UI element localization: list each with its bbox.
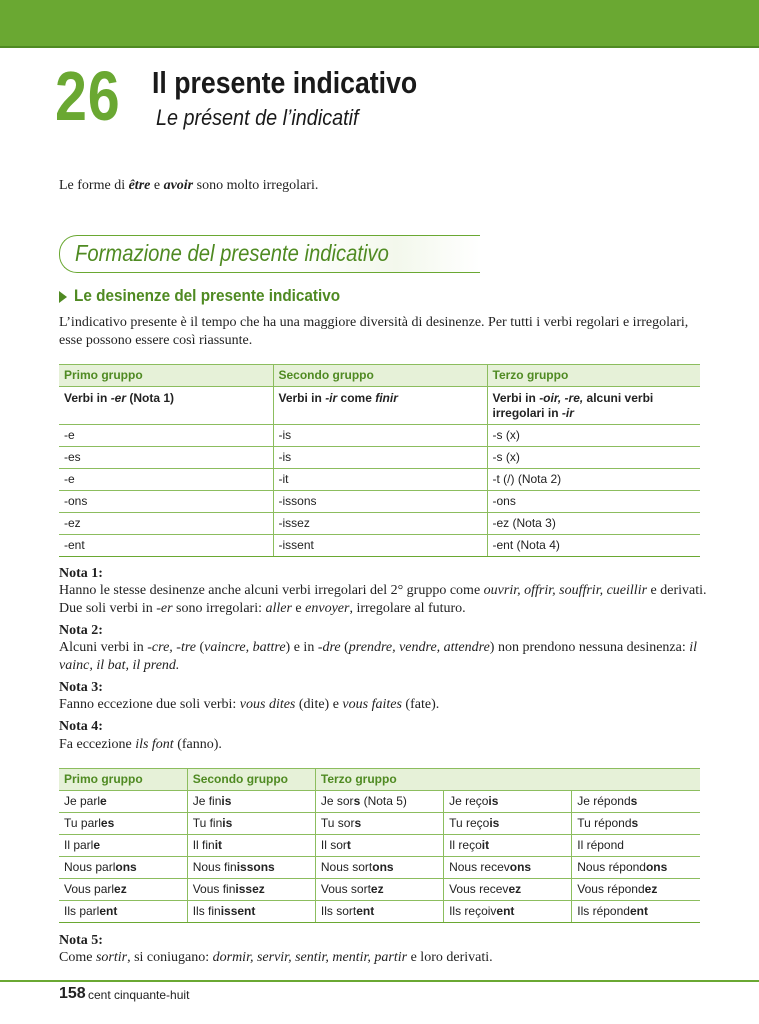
page-number: 158: [59, 985, 86, 1002]
table-row: [59, 447, 700, 469]
table-cell: Nous sortons: [315, 857, 443, 879]
table-cell: Je reçois: [444, 791, 572, 813]
table-cell: Vous finissez: [187, 879, 315, 901]
note-5-label: Nota 5:: [59, 933, 103, 948]
subsection-title: Le desinenze del presente indicativo: [74, 286, 341, 305]
subheader-second-group: Verbi in -ir come finir: [273, 387, 487, 425]
table-cell: Vous recevez: [444, 879, 572, 901]
page-number-words: cent cinquante-huit: [88, 988, 190, 1002]
top-banner: [0, 0, 759, 46]
table-cell: -ent (Nota 4): [487, 535, 700, 557]
note-3-text: Fanno eccezione due soli verbi: vous dites (dite) e vous faites (fate).: [59, 697, 440, 712]
table-cell: Ils finissent: [187, 901, 315, 923]
table-row: [59, 901, 700, 923]
table-cell: -ent: [59, 535, 273, 557]
note-1-label: Nota 1:: [59, 566, 103, 581]
table-cell: Il parle: [59, 835, 187, 857]
table-cell: Tu réponds: [572, 813, 700, 835]
table-cell: Vous sortez: [315, 879, 443, 901]
table-cell: Je réponds: [572, 791, 700, 813]
triangle-bullet-icon: [59, 291, 67, 303]
table-cell: -e: [59, 425, 273, 447]
endings-table: [59, 364, 700, 557]
table-cell: Tu sors: [315, 813, 443, 835]
table-cell: -e: [59, 469, 273, 491]
table-cell: Tu finis: [187, 813, 315, 835]
table-cell: -ons: [487, 491, 700, 513]
table-cell: -issez: [273, 513, 487, 535]
table-cell: Je sors (Nota 5): [315, 791, 443, 813]
table-cell: -it: [273, 469, 487, 491]
header-terzo-gruppo: Terzo gruppo: [315, 769, 700, 791]
note-5-text: Come sortir, si coniugano: dormir, servir, sentir, mentir, partir e loro derivati.: [59, 950, 493, 965]
table-cell: Ils parlent: [59, 901, 187, 923]
table-cell: -issons: [273, 491, 487, 513]
table-cell: Il répond: [572, 835, 700, 857]
table-cell: Je parle: [59, 791, 187, 813]
subheader-first-group: Verbi in -er (Nota 1): [59, 387, 273, 425]
header-secondo-gruppo: Secondo gruppo: [187, 769, 315, 791]
table-cell: -s (x): [487, 425, 700, 447]
table-cell: Je finis: [187, 791, 315, 813]
table-cell: Il finit: [187, 835, 315, 857]
table-row: [59, 491, 700, 513]
table-row: [59, 835, 700, 857]
table-cell: -ez: [59, 513, 273, 535]
note-3-label: Nota 3:: [59, 680, 103, 695]
table-cell: Nous finissons: [187, 857, 315, 879]
table-cell: -issent: [273, 535, 487, 557]
top-banner-line: [0, 46, 759, 48]
table-cell: Il reçoit: [444, 835, 572, 857]
table-cell: Ils reçoivent: [444, 901, 572, 923]
table-cell: Tu parles: [59, 813, 187, 835]
header-secondo-gruppo: Secondo gruppo: [273, 365, 487, 387]
header-primo-gruppo: Primo gruppo: [59, 769, 187, 791]
note-4-label: Nota 4:: [59, 719, 103, 734]
table-row: [59, 425, 700, 447]
table-row: [59, 535, 700, 557]
chapter-number: 26: [55, 57, 121, 135]
chapter-title: Il presente indicativo: [152, 65, 418, 100]
table-cell: Nous recevons: [444, 857, 572, 879]
note-4-text: Fa eccezione ils font (fanno).: [59, 737, 222, 752]
table-row: [59, 513, 700, 535]
chapter-subtitle: Le présent de l’indicatif: [156, 105, 359, 130]
table-cell: -es: [59, 447, 273, 469]
note-2-text: Alcuni verbi in -cre, -tre (vaincre, battre) e in -dre (prendre, vendre, attendre) non prendono nessuna desinenza: il vainc, il bat, il prend.: [59, 640, 698, 673]
table-cell: -t (/) (Nota 2): [487, 469, 700, 491]
note-1-text: Hanno le stesse desinenze anche alcuni verbi irregolari del 2° gruppo come ouvrir, offrir, souffrir, cueillir e derivati. Due soli verbi in -er sono irregolari: aller e envoyer, irregolare al futuro.: [59, 583, 707, 616]
note-2-label: Nota 2:: [59, 623, 103, 638]
table-cell: Vous parlez: [59, 879, 187, 901]
table-cell: Vous répondez: [572, 879, 700, 901]
table-row: [59, 813, 700, 835]
subheader-third-group: Verbi in -oir, -re, alcuni verbi irregolari in -ir: [487, 387, 700, 425]
conjugation-rows: [59, 791, 700, 923]
table-cell: Ils sortent: [315, 901, 443, 923]
table-cell: -ez (Nota 3): [487, 513, 700, 535]
table-row: [59, 857, 700, 879]
table-cell: Tu reçois: [444, 813, 572, 835]
conjugation-table: [59, 768, 700, 923]
table-cell: Nous répondons: [572, 857, 700, 879]
footer-divider: [0, 980, 759, 982]
table-cell: Nous parlons: [59, 857, 187, 879]
intro-text: Le forme di être e avoir sono molto irregolari.: [59, 178, 319, 193]
subsection-description: L’indicativo presente è il tempo che ha una maggiore diversità di desinenze. Per tutti i verbi regolari e irregolari, esse possono essere così riassunte.: [59, 315, 689, 348]
header-terzo-gruppo: Terzo gruppo: [487, 365, 700, 387]
table-cell: -is: [273, 425, 487, 447]
table-cell: -s (x): [487, 447, 700, 469]
table-row: [59, 879, 700, 901]
table-row: [59, 791, 700, 813]
table-row: [59, 469, 700, 491]
table-cell: -is: [273, 447, 487, 469]
section-title: Formazione del presente indicativo: [75, 240, 389, 266]
table-cell: Il sort: [315, 835, 443, 857]
header-primo-gruppo: Primo gruppo: [59, 365, 273, 387]
table-cell: Ils répondent: [572, 901, 700, 923]
table-cell: -ons: [59, 491, 273, 513]
